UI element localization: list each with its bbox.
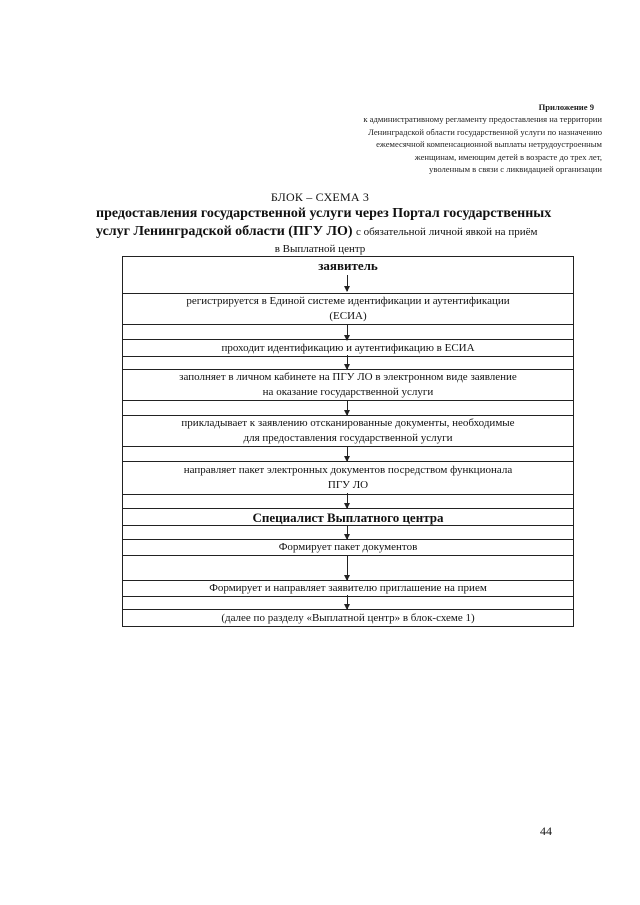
flow-step xyxy=(123,461,573,494)
flow-step xyxy=(123,293,573,324)
flow-step-line: прикладывает к заявлению отсканированные документы, необходимые xyxy=(181,417,515,429)
flow-arrow xyxy=(347,400,348,415)
flow-step: Формирует пакет документов xyxy=(123,539,573,555)
flow-step-line: на оказание государственной услуги xyxy=(262,386,434,398)
flow-step: проходит идентификацию и аутентификацию в ЕСИА xyxy=(123,339,573,356)
scheme-heading-line xyxy=(96,223,596,241)
flow-step-line: направляет пакет электронных документов посредством функционала xyxy=(183,464,513,476)
flow-step-line: заполняет в личном кабинете на ПГУ ЛО в электронном виде заявление xyxy=(179,371,517,383)
block-scheme-title: БЛОК – СХЕМА 3 xyxy=(270,190,370,204)
flow-step xyxy=(123,415,573,446)
annex-line: к административному регламенту предоставления на территории xyxy=(363,114,602,125)
flow-arrow xyxy=(347,595,348,609)
page-number: 44 xyxy=(540,824,552,838)
flow-applicant: заявитель xyxy=(318,258,378,273)
flowchart xyxy=(122,256,574,627)
flow-arrow xyxy=(347,555,348,580)
annex-line: ежемесячной компенсационной выплаты нетрудоустроенным xyxy=(376,139,602,150)
scheme-heading-tail: в Выплатной центр xyxy=(274,243,366,255)
flow-specialist: Специалист Выплатного центра xyxy=(123,508,573,525)
annex-line: женщинам, имеющим детей в возрасте до трех лет, xyxy=(414,151,602,162)
flow-step-line: (ЕСИА) xyxy=(329,310,367,322)
flow-step: Формирует и направляет заявителю приглашение на прием xyxy=(123,580,573,596)
flow-step xyxy=(123,369,573,400)
scheme-heading xyxy=(96,205,596,241)
annex-line: уволенным в связи с ликвидацией организации xyxy=(429,164,602,175)
flow-step-line: ПГУ ЛО xyxy=(327,479,369,491)
annex-line: Ленинградской области государственной услуги по назначению xyxy=(368,126,602,137)
scheme-heading-line: предоставления государственной услуги через Портал государственных xyxy=(96,206,552,221)
scheme-heading-line-part: услуг Ленинградской области (ПГУ ЛО) xyxy=(96,224,353,239)
annex-title: Приложение 9 xyxy=(538,102,594,112)
flow-step-line: регистрируется в Единой системе идентификации и аутентификации xyxy=(186,295,510,307)
annex-header xyxy=(242,101,602,175)
flow-arrow xyxy=(347,493,348,508)
flow-arrow xyxy=(347,275,348,291)
flow-step: (далее по разделу «Выплатной центр» в блок-схеме 1) xyxy=(123,609,573,627)
scheme-heading-subtitle: с обязательной личной явкой на приём xyxy=(356,226,538,238)
flow-step-line: для предоставления государственной услуги xyxy=(243,432,453,444)
flow-arrow xyxy=(347,324,348,340)
flow-arrow xyxy=(347,525,348,539)
flow-arrow xyxy=(347,446,348,461)
flow-arrow xyxy=(347,355,348,369)
